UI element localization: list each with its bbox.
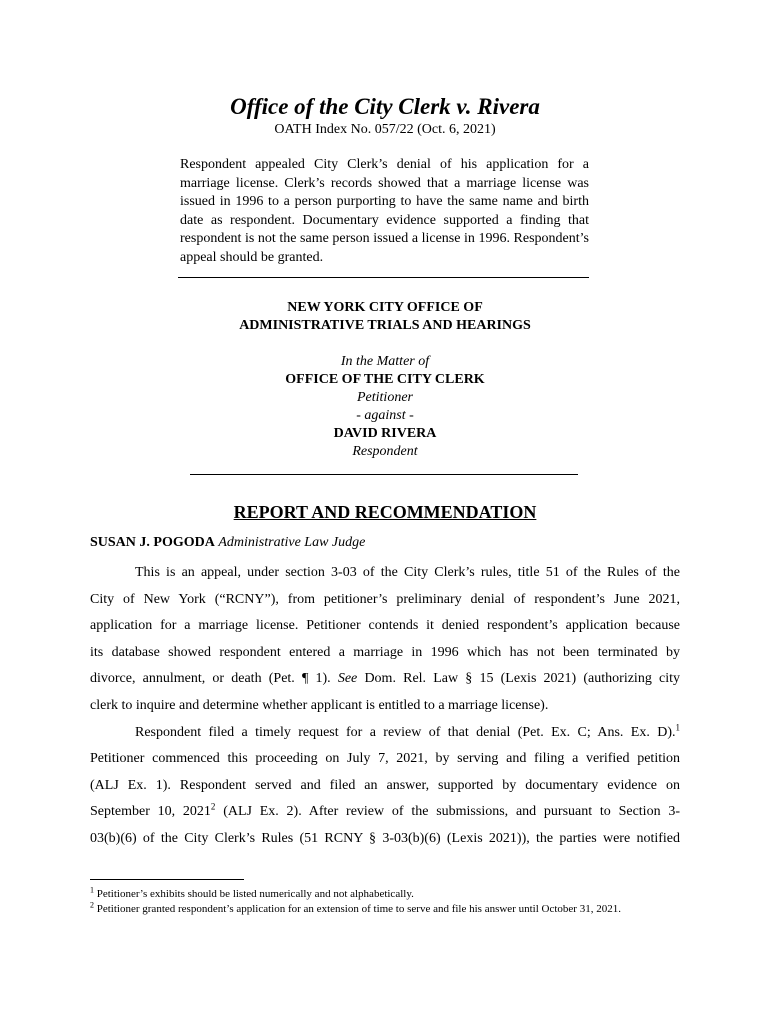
in-the-matter-label: In the Matter of bbox=[340, 354, 430, 369]
footnote-divider bbox=[90, 879, 244, 880]
report-body bbox=[90, 560, 680, 853]
caption-divider bbox=[190, 474, 578, 475]
footnote-2 bbox=[90, 899, 680, 917]
body-text-segment: Dom. Rel. Law § 15 (Lexis 2021) (authorizing city bbox=[357, 671, 680, 687]
see-signal: See bbox=[337, 671, 358, 687]
against-label: - against - bbox=[356, 408, 414, 423]
footnote-1 bbox=[90, 887, 680, 902]
case-summary: Respondent appealed City Clerk’s denial of his application for a marriage license. Clerk’s records showed that a marriage license was issued in 1996 to a person purporting to have the same name and birth date as respondent. Documentary evidence supported a finding that respondent is not the same person issued a license in 1996. Respondent’s appeal should be granted. bbox=[180, 157, 589, 265]
respondent-name: DAVID RIVERA bbox=[333, 426, 437, 441]
case-title: Office of the City Clerk v. Rivera bbox=[230, 94, 540, 119]
agency-line-2: ADMINISTRATIVE TRIALS AND HEARINGS bbox=[239, 318, 531, 333]
body-text-segment: September 10, 2021 bbox=[90, 804, 211, 820]
judge-line bbox=[90, 535, 365, 551]
footnotes bbox=[90, 887, 680, 916]
body-line: City of New York (“RCNY”), from petitioner’s preliminary denial of respondent’s June 2021, bbox=[90, 591, 680, 607]
report-heading: REPORT AND RECOMMENDATION bbox=[233, 502, 537, 522]
agency-name bbox=[0, 299, 770, 335]
body-line bbox=[90, 720, 680, 747]
judge-title: Administrative Law Judge bbox=[218, 535, 366, 550]
footnote-ref-1[interactable]: 1 bbox=[675, 721, 680, 732]
judge-name: SUSAN J. POGODA bbox=[90, 535, 215, 550]
body-line: its database showed respondent entered a marriage in 1996 which has not been terminated by bbox=[90, 644, 680, 660]
footnote-number: 1 bbox=[90, 885, 94, 895]
body-line: 03(b)(6) of the City Clerk’s Rules (51 RCNY § 3-03(b)(6) (Lexis 2021)), the parties were notified bbox=[90, 830, 680, 846]
body-line: clerk to inquire and determine whether applicant is entitled to a marriage license). bbox=[90, 697, 549, 713]
body-line bbox=[90, 666, 680, 693]
body-line: This is an appeal, under section 3-03 of the City Clerk’s rules, title 51 of the Rules of the bbox=[135, 565, 680, 580]
agency-line-1: NEW YORK CITY OFFICE OF bbox=[287, 300, 483, 315]
footnote-text: Petitioner’s exhibits should be listed numerically and not alphabetically. bbox=[96, 888, 414, 900]
body-line: Petitioner commenced this proceeding on July 7, 2021, by serving and filing a verified petition bbox=[90, 751, 680, 767]
respondent-role: Respondent bbox=[352, 444, 418, 459]
body-line: application for a marriage license. Petitioner contends it denied respondent’s application because bbox=[90, 618, 680, 634]
footnote-text: Petitioner granted respondent’s application for an extension of time to serve and file his answer until October 31, 2021. bbox=[96, 902, 621, 915]
case-caption bbox=[0, 353, 770, 461]
petitioner-role: Petitioner bbox=[357, 390, 413, 405]
body-text-segment: (ALJ Ex. 2). After review of the submissions, and pursuant to Section 3- bbox=[215, 804, 680, 820]
body-text-segment: Respondent filed a timely request for a review of that denial (Pet. Ex. C; Ans. Ex. D). bbox=[135, 724, 676, 740]
body-line bbox=[90, 799, 680, 826]
oath-index-number: OATH Index No. 057/22 (Oct. 6, 2021) bbox=[274, 122, 496, 137]
footnote-ref-2[interactable]: 2 bbox=[210, 801, 216, 812]
body-text-segment: divorce, annulment, or death (Pet. ¶ 1). bbox=[90, 671, 338, 687]
summary-divider bbox=[178, 277, 589, 278]
petitioner-name: OFFICE OF THE CITY CLERK bbox=[285, 372, 485, 387]
body-line: (ALJ Ex. 1). Respondent served and filed an answer, supported by documentary evidence on bbox=[90, 777, 680, 793]
footnote-number: 2 bbox=[90, 899, 94, 909]
